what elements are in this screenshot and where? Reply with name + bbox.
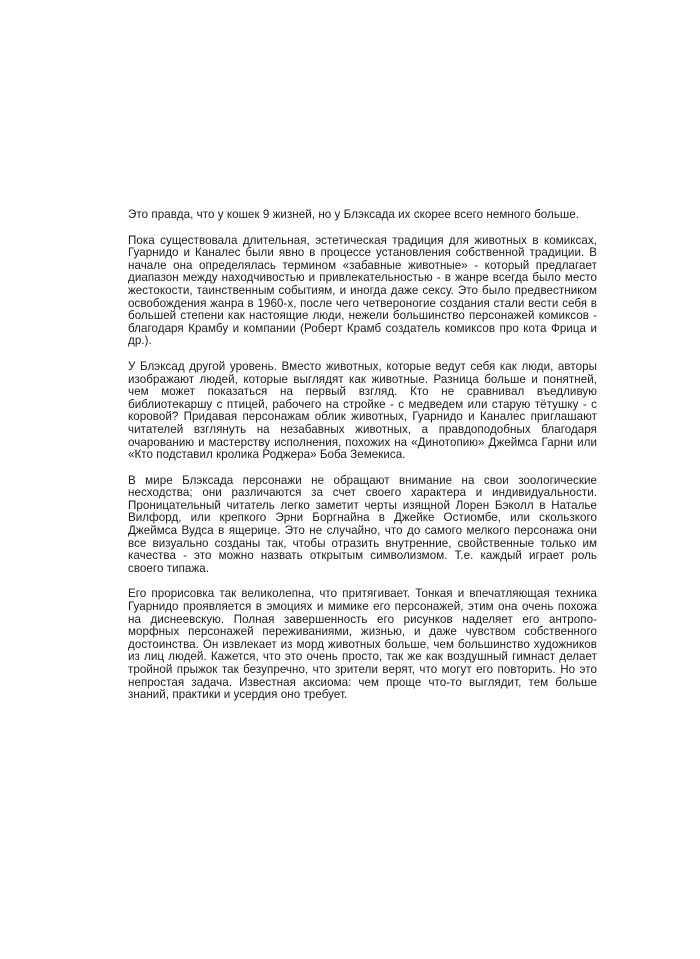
paragraph-drawing: Его прорисовка так великолепна, что притягивает. Тонкая и впечатляющая техника Гуарнидо проявляется в эмоциях и мимике его персонажей, этим она очень похожа на диснеевскую. Полная завершенность его рисунков наделяет его антропо-морфных персонажей переживаниями, жизнью, и даже чувством собственного достоинства. Он извлекает из морд животных больше, чем большинство художников из лиц людей. Кажется, что это очень просто, так же как воздушный гимнаст делает тройной прыжок так безупречно, что зрители верят, что могут его повторить. Но это непростая задача. Известная аксиома: чем проще что-то выглядит, тем больше знаний, практики и усердия оно требует. <box>128 587 597 702</box>
paragraph-other-level: У Блэксад другой уровень. Вместо животных, которые ведут себя как люди, авторы изображают людей, которые выглядят как животные. Разница больше и понятней, чем может показаться на первый взгляд. Кто не сравнивал въедливую библиотекаршу с птицей, рабочего на стройке - с медведем или старую тётушку - с коровой? Придавая персонажам облик животных, Гуарнидо и Каналес приглашают читателей взглянуть на незабавных животных, а правдоподобных благодаря очарованию и мастерству исполнения, похожих на «Динотопию» Джеймса Гарни или «Кто подставил кролика Роджера» Боба Земекиса. <box>128 359 597 462</box>
paragraph-intro: Это правда, что у кошек 9 жизней, но у Блэксада их скорее всего немного больше. <box>128 208 580 221</box>
paragraph-tradition: Пока существовала длительная, эстетическая традиция для животных в комиксах, Гуарнидо и Каналес были явно в процессе установления собственной традиции. В начале она определялась термином «забавные животные» - который предлагает диапазон между находчивостью и привлекательностью - в жанре всегда было место жестокости, таинственным событиям, и иногда даже сексу. Это было предвестником освобождения жанра в 1960-х, после чего четвероногие создания стали вести себя в большей степени как настоящие люди, нежели большинство персонажей комиксов - благодаря Крамбу и компании (Роберт Крамб создатель комиксов про кота Фрица и др.). <box>128 233 597 348</box>
document-page <box>128 209 597 715</box>
paragraph-characters: В мире Блэксада персонажи не обращают внимание на свои зоологические несходства; они различаются за счет своего характера и индивидуальности. Проницательный читатель легко заметит черты изящной Лорен Бэколл в Наталье Вилфорд, или крепкого Эрни Боргнайна в Джейке Остиомбе, или скользкого Джеймса Вудса в ящерице. Это не случайно, что до самого мелкого персонажа они все визуально созданы так, чтобы отразить внутренние, свойственные только им качества - это можно назвать открытым символизмом. Т.е. каждый играет роль своего типажа. <box>128 473 597 575</box>
